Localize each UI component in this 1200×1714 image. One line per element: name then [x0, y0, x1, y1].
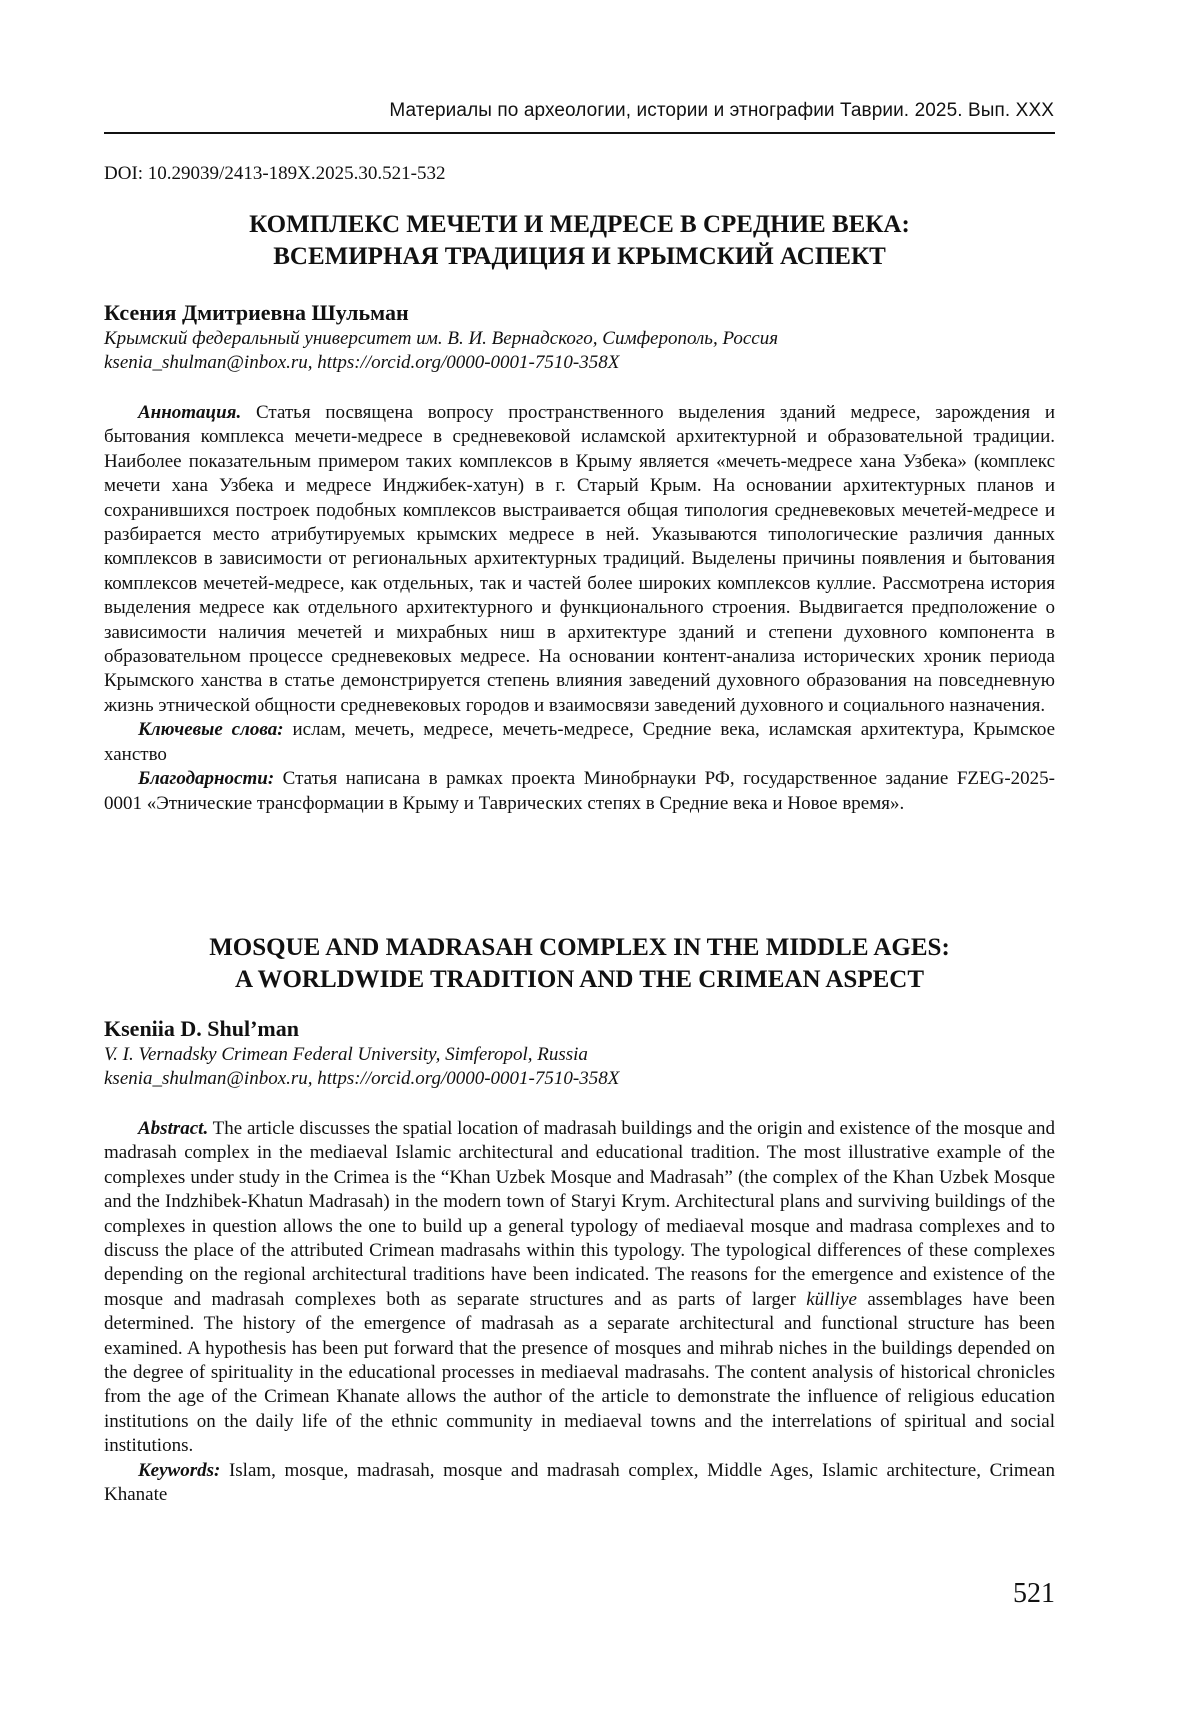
affiliation-en: V. I. Vernadsky Crimean Federal University, Simferopol, Russia [104, 1044, 588, 1065]
keywords-ru [104, 718, 1055, 767]
abstract-block-ru [104, 401, 1055, 816]
abstract-ru-text: Статья посвящена вопросу пространственного выделения зданий медресе, зарождения и бытования комплекса мечети-медресе в средневековой исламской архитектурной и образовательной традиции. Наиболее показательным примером таких комплексов в Крыму является «мечеть-медресе хана Узбека» (комплекс мечети хана Узбека и медресе Инджибек-хатун) в г. Старый Крым. На основании архитектурных планов и сохранившихся построек подобных комплексов выстраивается общая типология средневековых мечетей-медресе и разбирается место атрибутируемых крымских медресе в ней. Указываются типологические различия данных комплексов в зависимости от региональных архитектурных традиций. Выделены причины появления и бытования комплексов мечетей-медресе, как отдельных, так и частей более широких комплексов куллие. Рассмотрена история выделения медресе как отдельного архитектурного и функционального строения. Выдвигается предположение о зависимости наличия мечетей и михрабных ниш в архитектуре зданий и степени духовного компонента в образовательном процессе средневековых медресе. На основании контент-анализа исторических хроник периода Крымского ханства в статье демонстрируется степень влияния заведений духовного образования на повседневную жизнь этнической общности средневековых городов и взаимосвязи заведений духовного и социального назначения. [104, 402, 1055, 716]
contact-en[interactable]: ksenia_shulman@inbox.ru, https://orcid.org/0000-0001-7510-358X [104, 1068, 620, 1089]
author-block-en [104, 1015, 1055, 1091]
abstract-ru-label: Аннотация. [138, 402, 242, 423]
article-title-en [104, 932, 1055, 996]
header-rule [104, 132, 1055, 134]
title-ru-line-2: ВСЕМИРНАЯ ТРАДИЦИЯ И КРЫМСКИЙ АСПЕКТ [273, 243, 886, 270]
author-name-ru: Ксения Дмитриевна Шульман [104, 300, 409, 325]
abstract-en-kulliye: külliye [806, 1288, 857, 1310]
keywords-en-label: Keywords: [138, 1459, 221, 1481]
page-number: 521 [1013, 1578, 1055, 1609]
keywords-en [104, 1459, 1055, 1508]
title-en-line-1: MOSQUE AND MADRASAH COMPLEX IN THE MIDDLE AGES: [209, 934, 950, 961]
doi-line[interactable]: DOI: 10.29039/2413-189X.2025.30.521-532 [104, 163, 446, 184]
acknowledgements-ru [104, 767, 1055, 816]
title-ru-line-1: КОМПЛЕКС МЕЧЕТИ И МЕДРЕСЕ В СРЕДНИЕ ВЕКА: [249, 211, 910, 238]
acknowledgements-ru-text: Статья написана в рамках проекта Минобрнауки РФ, государственное задание FZEG-2025-0001 «Этнические трансформации в Крыму и Таврических степях в Средние века и Новое время». [104, 768, 1055, 814]
abstract-en-label: Abstract. [138, 1118, 209, 1139]
abstract-en [104, 1117, 1055, 1459]
article-title-ru [104, 209, 1055, 273]
acknowledgements-ru-label: Благодарности: [138, 768, 275, 790]
abstract-en-text-1: The article discusses the spatial location of madrasah buildings and the origin and existence of the mosque and madrasah complex in the mediaeval Islamic architectural and educational tradition. The most illustrative example of the complexes under study in the Crimea is the “Khan Uzbek Mosque and Madrasah” (the complex of the Khan Uzbek Mosque and the Indzhibek-Khatun Madrasah) in the modern town of Staryi Krym. Architectural plans and surviving buildings of the complexes in question allows the one to build up a general typology of mediaeval mosque and madrasa complexes and to discuss the place of the attributed Crimean madrasahs within this typology. The typological differences of these complexes depending on the regional architectural traditions have been indicated. The reasons for the emergence and existence of the mosque and madrasah complexes both as separate structures and as parts of larger [104, 1118, 1055, 1310]
keywords-ru-label: Ключевые слова: [138, 719, 284, 741]
running-header: Материалы по археологии, истории и этнографии Таврии. 2025. Вып. XXX [389, 100, 1054, 121]
title-en-line-2: A WORLDWIDE TRADITION AND THE CRIMEAN ASPECT [234, 966, 925, 993]
affiliation-ru: Крымский федеральный университет им. В. И. Вернадского, Симферополь, Россия [104, 328, 779, 349]
author-name-en: Kseniia D. Shul’man [104, 1016, 299, 1041]
abstract-ru [104, 401, 1055, 718]
abstract-block-en [104, 1117, 1055, 1508]
keywords-en-text: Islam, mosque, madrasah, mosque and madrasah complex, Middle Ages, Islamic architecture, Crimean Khanate [104, 1459, 1055, 1506]
abstract-en-text-2: assemblages have been determined. The history of the emergence of madrasah as a separate architectural and functional structure has been examined. A hypothesis has been put forward that the presence of mosques and mihrab niches in the buildings depended on the degree of spirituality in the educational processes in mediaeval madrasahs. The content analysis of historical chronicles from the age of the Crimean Khanate allows the author of the article to demonstrate the influence of religious education institutions on the daily life of the ethnic community in mediaeval towns and the interrelations of spiritual and social institutions. [104, 1288, 1055, 1457]
author-block-ru [104, 299, 1055, 375]
keywords-ru-text: ислам, мечеть, медресе, мечеть-медресе, Средние века, исламская архитектура, Крымское ханство [104, 719, 1055, 765]
contact-ru[interactable]: ksenia_shulman@inbox.ru, https://orcid.org/0000-0001-7510-358X [104, 352, 620, 373]
